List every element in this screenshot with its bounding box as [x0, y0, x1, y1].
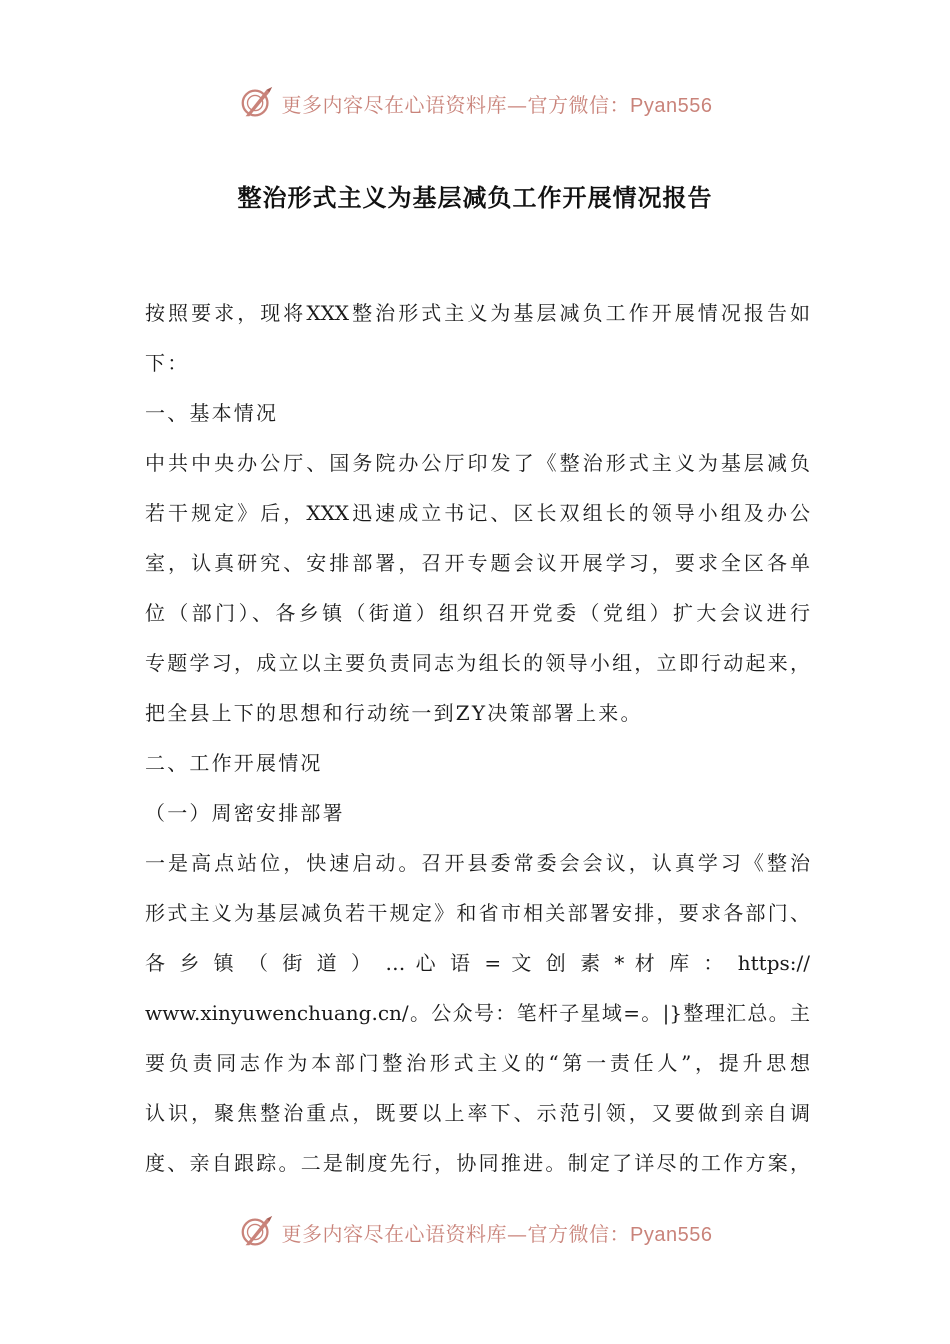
body-line: 形式主义为基层减负若干规定》和省市相关部署安排，要求各部门、: [145, 901, 810, 925]
quill-seal-icon: [238, 1213, 276, 1251]
body-line: 各 乡 镇 （ 街 道 ） … 心 语 = 文 创 素 * 材 库 ： https://: [145, 951, 810, 975]
watermark-text: 更多内容尽在心语资料库—官方微信：Pyan556: [281, 1221, 713, 1246]
section-heading: 二、工作开展情况: [145, 751, 323, 775]
subsection-heading: （一）周密安排部署: [145, 801, 345, 825]
watermark-text: 更多内容尽在心语资料库—官方微信：Pyan556: [281, 92, 713, 117]
body-line: 若干规定》后，XXX迅速成立书记、区长双组长的领导小组及办公: [145, 501, 810, 525]
body-line: 下：: [145, 351, 190, 375]
body-line: 要负责同志作为本部门整治形式主义的“第一责任人”，提升思想: [145, 1051, 810, 1075]
header-watermark: [0, 83, 950, 123]
document-title: 整治形式主义为基层减负工作开展情况报告: [237, 184, 713, 212]
quill-seal-icon: [238, 84, 276, 122]
body-line: 一是高点站位，快速启动。召开县委常委会会议，认真学习《整治: [145, 851, 810, 875]
body-line: 认识，聚焦整治重点，既要以上率下、示范引领，又要做到亲自调: [145, 1101, 810, 1125]
body-line: 室，认真研究、安排部署，召开专题会议开展学习，要求全区各单: [145, 551, 810, 575]
body-line: 把全县上下的思想和行动统一到ZY决策部署上来。: [145, 701, 643, 725]
body-line: 专题学习，成立以主要负责同志为组长的领导小组，立即行动起来，: [145, 651, 810, 675]
section-heading: 一、基本情况: [145, 401, 279, 425]
body-line: 度、亲自跟踪。二是制度先行，协同推进。制定了详尽的工作方案，: [145, 1151, 810, 1175]
body-line: www.xinyuwenchuang.cn/。公众号：笔杆子星域=。|}整理汇总。主: [145, 1001, 810, 1025]
body-line: 中共中央办公厅、国务院办公厅印发了《整治形式主义为基层减负: [145, 451, 810, 475]
footer-watermark: [0, 1212, 950, 1252]
document-body: [145, 288, 810, 1188]
body-line: 位（部门）、各乡镇（街道）组织召开党委（党组）扩大会议进行: [145, 601, 810, 625]
body-line: 按照要求，现将XXX整治形式主义为基层减负工作开展情况报告如: [145, 301, 810, 325]
